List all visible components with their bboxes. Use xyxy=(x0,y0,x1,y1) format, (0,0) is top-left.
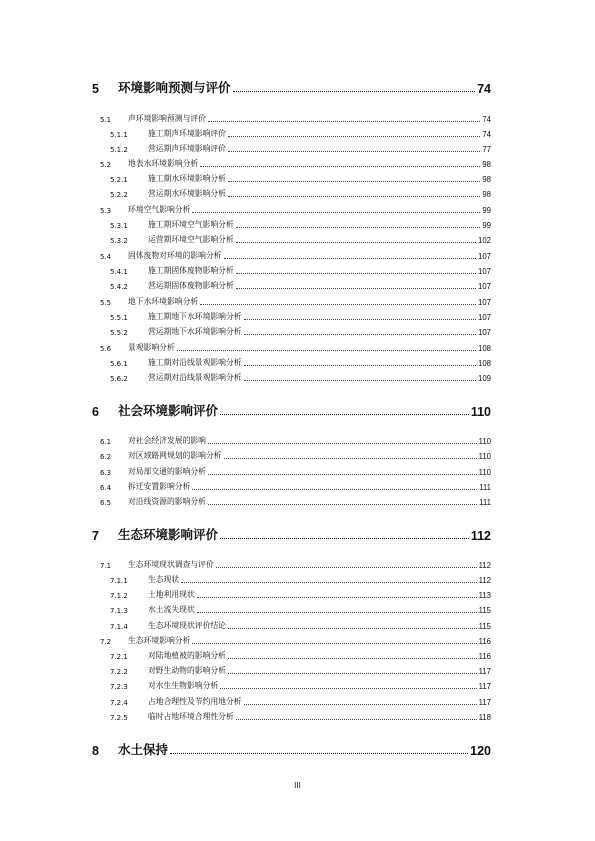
toc-dot-leader xyxy=(220,538,469,539)
toc-dot-leader xyxy=(244,319,476,320)
toc-dot-leader xyxy=(220,688,476,689)
toc-entry-5-6-1[interactable] xyxy=(92,357,491,368)
toc-entry-6-3[interactable] xyxy=(92,466,491,477)
toc-entry-7-2-4[interactable] xyxy=(92,696,491,707)
toc-entry-number: 5.5.1 xyxy=(110,314,128,322)
toc-dot-leader xyxy=(170,753,468,754)
toc-entry-title: 对社会经济发展的影响 xyxy=(128,436,206,445)
toc-entry-number: 7.2.4 xyxy=(110,699,128,707)
toc-entry-title: 占地合理性及节约用地分析 xyxy=(148,697,242,706)
toc-dot-leader xyxy=(200,304,476,305)
toc-entry-number: 7.2.3 xyxy=(110,683,128,691)
toc-entry-number: 7 xyxy=(92,529,99,543)
toc-entry-page: 116 xyxy=(478,652,491,661)
toc-entry-5-4[interactable] xyxy=(92,250,491,261)
toc-entry-page: 107 xyxy=(477,298,491,307)
toc-entry-title: 营运期声环境影响评价 xyxy=(148,144,226,153)
toc-entry-page: 112 xyxy=(478,576,491,585)
toc-entry-number: 7.2.5 xyxy=(110,714,128,722)
toc-entry-number: 6.3 xyxy=(100,469,112,477)
toc-dot-leader xyxy=(224,258,476,259)
toc-entry-page: 108 xyxy=(477,359,491,368)
toc-dot-leader xyxy=(244,365,476,366)
page-footer-number: III xyxy=(294,781,301,790)
toc-entry-5-6-2[interactable] xyxy=(92,372,491,383)
toc-entry-number: 7.2.1 xyxy=(110,653,128,661)
toc-entry-5-5-2[interactable] xyxy=(92,326,491,337)
toc-entry-title: 生态环境现状调查与评价 xyxy=(128,560,214,569)
toc-entry-title: 对水生生物影响分析 xyxy=(148,681,219,690)
toc-entry-page: 77 xyxy=(482,145,491,154)
toc-entry-title: 营运期水环境影响分析 xyxy=(148,189,226,198)
toc-entry-page: 74 xyxy=(477,82,491,96)
toc-entry-number: 7.1.3 xyxy=(110,607,128,615)
toc-entry-7-2[interactable] xyxy=(92,635,491,646)
toc-entry-title: 生态现状 xyxy=(148,575,180,584)
toc-entry-6[interactable] xyxy=(92,403,491,419)
toc-entry-number: 5.6.2 xyxy=(110,375,128,383)
toc-entry-number: 5.3.2 xyxy=(110,237,128,245)
toc-entry-5-6[interactable] xyxy=(92,342,491,353)
toc-dot-leader xyxy=(208,443,477,444)
toc-dot-leader xyxy=(244,380,476,381)
toc-dot-leader xyxy=(236,242,476,243)
toc-dot-leader xyxy=(200,166,480,167)
toc-entry-page: 99 xyxy=(482,206,491,215)
toc-entry-page: 115 xyxy=(478,606,491,615)
toc-entry-5[interactable] xyxy=(92,80,491,96)
toc-entry-number: 5.2.1 xyxy=(110,176,128,184)
toc-entry-5-3[interactable] xyxy=(92,204,491,215)
toc-entry-5-2-1[interactable] xyxy=(92,173,491,184)
toc-entry-number: 6 xyxy=(92,405,99,419)
toc-entry-number: 5.1 xyxy=(100,116,112,124)
toc-entry-number: 6.2 xyxy=(100,453,112,461)
toc-entry-7[interactable] xyxy=(92,527,491,543)
toc-entry-number: 7.1 xyxy=(100,562,112,570)
toc-entry-number: 5.3 xyxy=(100,207,112,215)
toc-entry-number: 5.4.1 xyxy=(110,268,128,276)
toc-entry-title: 地下水环境影响分析 xyxy=(128,297,199,306)
toc-dot-leader xyxy=(208,504,477,505)
toc-entry-page: 107 xyxy=(477,267,491,276)
toc-entry-title: 临时占地环境合理性分析 xyxy=(148,712,234,721)
toc-entry-page: 117 xyxy=(478,682,491,691)
toc-entry-number: 5.6.1 xyxy=(110,360,128,368)
toc-entry-number: 6.4 xyxy=(100,484,112,492)
toc-entry-number: 5.2.2 xyxy=(110,191,128,199)
toc-entry-number: 8 xyxy=(92,744,99,758)
toc-entry-7-1[interactable] xyxy=(92,559,491,570)
toc-entry-6-5[interactable] xyxy=(92,496,491,507)
toc-entry-number: 7.1.4 xyxy=(110,623,128,631)
toc-entry-title: 生态环境现状评价结论 xyxy=(148,621,226,630)
toc-dot-leader xyxy=(197,597,477,598)
toc-entry-page: 112 xyxy=(470,529,491,543)
toc-dot-leader xyxy=(216,567,477,568)
toc-dot-leader xyxy=(236,273,476,274)
toc-entry-number: 5.5 xyxy=(100,299,112,307)
toc-entry-page: 107 xyxy=(477,328,491,337)
toc-dot-leader xyxy=(236,227,481,228)
toc-entry-title: 地表水环境影响分析 xyxy=(128,159,199,168)
toc-entry-page: 120 xyxy=(470,744,491,758)
toc-entry-number: 5.6 xyxy=(100,345,112,353)
toc-entry-number: 5.1.1 xyxy=(110,131,128,139)
toc-entry-page: 74 xyxy=(482,130,491,139)
toc-entry-page: 98 xyxy=(482,190,491,199)
toc-entry-page: 110 xyxy=(478,468,491,477)
toc-entry-number: 5.4 xyxy=(100,253,112,261)
toc-entry-title: 对沿线资源的影响分析 xyxy=(128,497,206,506)
toc-entry-page: 117 xyxy=(478,698,491,707)
toc-entry-title: 环境影响预测与评价 xyxy=(118,81,231,95)
toc-entry-page: 98 xyxy=(482,160,491,169)
toc-dot-leader xyxy=(233,91,476,92)
toc-entry-title: 营运期对沿线景观影响分析 xyxy=(148,373,242,382)
toc-dot-leader xyxy=(197,612,477,613)
toc-entry-6-4[interactable] xyxy=(92,481,491,492)
toc-entry-title: 对野生动物的影响分析 xyxy=(148,666,226,675)
toc-entry-page: 116 xyxy=(478,637,491,646)
toc-entry-title: 施工期水环境影响分析 xyxy=(148,174,226,183)
toc-dot-leader xyxy=(236,719,477,720)
toc-entry-page: 111 xyxy=(479,483,491,492)
toc-entry-5-5[interactable] xyxy=(92,296,491,307)
toc-entry-title: 声环境影响预测与评价 xyxy=(128,114,206,123)
toc-entry-number: 7.2.2 xyxy=(110,668,128,676)
toc-entry-title: 营运期固体废物影响分析 xyxy=(148,281,234,290)
toc-entry-number: 5 xyxy=(92,82,99,96)
toc-entry-5-3-2[interactable] xyxy=(92,234,491,245)
toc-entry-5-5-1[interactable] xyxy=(92,311,491,322)
toc-dot-leader xyxy=(228,628,477,629)
toc-entry-title: 拆迁安置影响分析 xyxy=(128,482,191,491)
toc-dot-leader xyxy=(228,673,477,674)
toc-entry-page: 102 xyxy=(477,236,491,245)
toc-entry-5-4-2[interactable] xyxy=(92,280,491,291)
toc-entry-page: 107 xyxy=(477,252,491,261)
toc-entry-title: 施工期地下水环境影响分析 xyxy=(148,312,242,321)
toc-dot-leader xyxy=(228,181,480,182)
toc-dot-leader xyxy=(228,196,480,197)
toc-dot-leader xyxy=(192,212,480,213)
toc-entry-page: 107 xyxy=(477,313,491,322)
toc-entry-title: 对局部交通的影响分析 xyxy=(128,467,206,476)
toc-entry-page: 99 xyxy=(482,221,491,230)
toc-dot-leader xyxy=(181,582,476,583)
toc-entry-number: 5.1.2 xyxy=(110,146,128,154)
toc-entry-title: 对区域路网规划的影响分析 xyxy=(128,451,222,460)
toc-entry-number: 6.1 xyxy=(100,438,112,446)
toc-entry-number: 5.3.1 xyxy=(110,222,128,230)
toc-entry-number: 5.4.2 xyxy=(110,283,128,291)
toc-entry-page: 113 xyxy=(478,591,491,600)
toc-entry-page: 110 xyxy=(478,437,491,446)
toc-entry-page: 118 xyxy=(478,713,491,722)
toc-entry-page: 98 xyxy=(482,175,491,184)
toc-entry-5-3-1[interactable] xyxy=(92,219,491,230)
toc-entry-number: 7.2 xyxy=(100,638,112,646)
toc-entry-title: 水土流失现状 xyxy=(148,605,195,614)
toc-entry-5-4-1[interactable] xyxy=(92,265,491,276)
toc-dot-leader xyxy=(224,458,477,459)
toc-entry-page: 109 xyxy=(477,374,491,383)
toc-dot-leader xyxy=(244,704,477,705)
toc-entry-7-2-2[interactable] xyxy=(92,665,491,676)
toc-entry-title: 固体废物对环境的影响分析 xyxy=(128,251,222,260)
toc-dot-leader xyxy=(236,288,476,289)
toc-entry-number: 5.5.2 xyxy=(110,329,128,337)
toc-entry-page: 112 xyxy=(478,561,491,570)
toc-entry-7-1-1[interactable] xyxy=(92,574,491,585)
toc-entry-7-1-3[interactable] xyxy=(92,604,491,615)
toc-entry-title: 营运期地下水环境影响分析 xyxy=(148,327,242,336)
toc-entry-title: 运营期环境空气影响分析 xyxy=(148,235,234,244)
toc-entry-number: 7.1.2 xyxy=(110,592,128,600)
toc-entry-title: 施工期对沿线景观影响分析 xyxy=(148,358,242,367)
toc-dot-leader xyxy=(192,643,476,644)
toc-entry-page: 117 xyxy=(478,667,491,676)
toc-entry-title: 土地利用现状 xyxy=(148,590,195,599)
toc-entry-title: 环境空气影响分析 xyxy=(128,205,191,214)
toc-entry-number: 6.5 xyxy=(100,499,112,507)
toc-entry-number: 7.1.1 xyxy=(110,577,128,585)
toc-dot-leader xyxy=(192,489,477,490)
toc-entry-title: 对陆地植被的影响分析 xyxy=(148,651,226,660)
toc-dot-leader xyxy=(208,121,480,122)
toc-dot-leader xyxy=(220,414,469,415)
toc-entry-title: 施工期声环境影响评价 xyxy=(148,129,226,138)
toc-entry-7-2-1[interactable] xyxy=(92,650,491,661)
toc-entry-title: 水土保持 xyxy=(118,743,169,757)
toc-entry-5-2-2[interactable] xyxy=(92,188,491,199)
toc-entry-5-1-1[interactable] xyxy=(92,128,491,139)
toc-entry-number: 5.2 xyxy=(100,161,112,169)
toc-entry-page: 110 xyxy=(470,405,491,419)
toc-entry-5-1-2[interactable] xyxy=(92,143,491,154)
toc-entry-page: 110 xyxy=(478,452,491,461)
toc-entry-7-2-5[interactable] xyxy=(92,711,491,722)
toc-entry-page: 107 xyxy=(477,282,491,291)
toc-entry-page: 74 xyxy=(482,115,491,124)
toc-entry-title: 生态环境影响评价 xyxy=(118,528,219,542)
toc-dot-leader xyxy=(228,658,477,659)
toc-entry-title: 景观影响分析 xyxy=(128,343,175,352)
toc-entry-title: 施工期环境空气影响分析 xyxy=(148,220,234,229)
toc-entry-7-2-3[interactable] xyxy=(92,680,491,691)
toc-entry-5-2[interactable] xyxy=(92,158,491,169)
toc-entry-5-1[interactable] xyxy=(92,113,491,124)
toc-entry-6-2[interactable] xyxy=(92,450,491,461)
toc-dot-leader xyxy=(244,334,476,335)
toc-dot-leader xyxy=(208,474,477,475)
toc-entry-title: 生态环境影响分析 xyxy=(128,636,191,645)
toc-entry-7-1-4[interactable] xyxy=(92,620,491,631)
toc-dot-leader xyxy=(228,151,480,152)
toc-dot-leader xyxy=(177,350,476,351)
toc-entry-page: 111 xyxy=(479,498,491,507)
toc-entry-title: 社会环境影响评价 xyxy=(118,404,219,418)
toc-entry-6-1[interactable] xyxy=(92,435,491,446)
toc-entry-title: 施工期固体废物影响分析 xyxy=(148,266,234,275)
toc-entry-8[interactable] xyxy=(92,742,491,758)
toc-entry-page: 115 xyxy=(478,622,491,631)
toc-dot-leader xyxy=(228,136,480,137)
toc-entry-page: 108 xyxy=(477,344,491,353)
toc-entry-7-1-2[interactable] xyxy=(92,589,491,600)
